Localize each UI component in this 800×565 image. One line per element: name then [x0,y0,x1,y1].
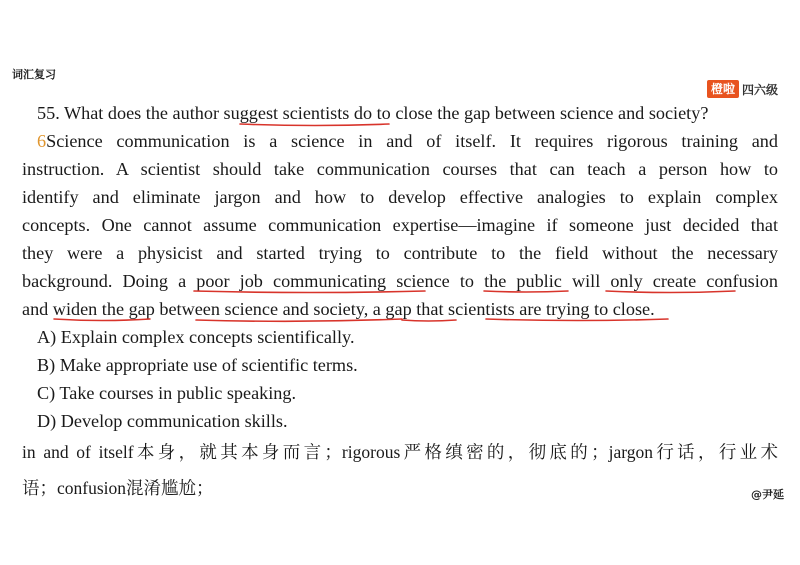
passage-text: Science communication is a science in and of itself. It requires rigorous training and [46,131,778,151]
watermark: @尹延 [751,488,784,501]
brand-logo: 橙啦 [707,80,739,98]
option-a: A) Explain complex concepts scientifically. [37,327,355,347]
question-line [37,101,778,125]
passage-line-7: and widen the gap between science and society, a gap that scientists are trying to close. [22,299,655,319]
passage-line-6: background. Doing a poor job communicating science to the public will only create confusion [22,271,778,291]
question-number: 55. [37,103,60,123]
option-c: C) Take courses in public speaking. [37,383,297,403]
brand-text: 四六级 [741,82,778,97]
glossary-line-2: 语；confusion混淆尴尬； [22,478,214,498]
option-b: B) Make appropriate use of scientific terms. [37,355,358,375]
question-text: What does the author suggest scientists do to close the gap between science and society? [63,103,709,123]
brand-badge [707,80,778,98]
passage-line-4: concepts. One cannot assume communication expertise—imagine if someone just decided that [22,215,778,235]
glossary-line-1: in and of itself本身，就其本身而言；rigorous严格缜密的，彻底的；jargon行话，行业术 [22,442,778,462]
passage-line-3: identify and eliminate jargon and how to develop effective analogies to explain complex [22,187,778,207]
option-d: D) Develop communication skills. [37,411,288,431]
passage-line-5: they were a physicist and started trying to contribute to the field without the necessary [22,243,778,263]
passage-line-1 [37,129,778,153]
paragraph-number: 6 [37,131,47,151]
section-label: 词汇复习 [12,68,56,81]
passage-line-2: instruction. A scientist should take communication courses that can teach a person how to [22,159,778,179]
